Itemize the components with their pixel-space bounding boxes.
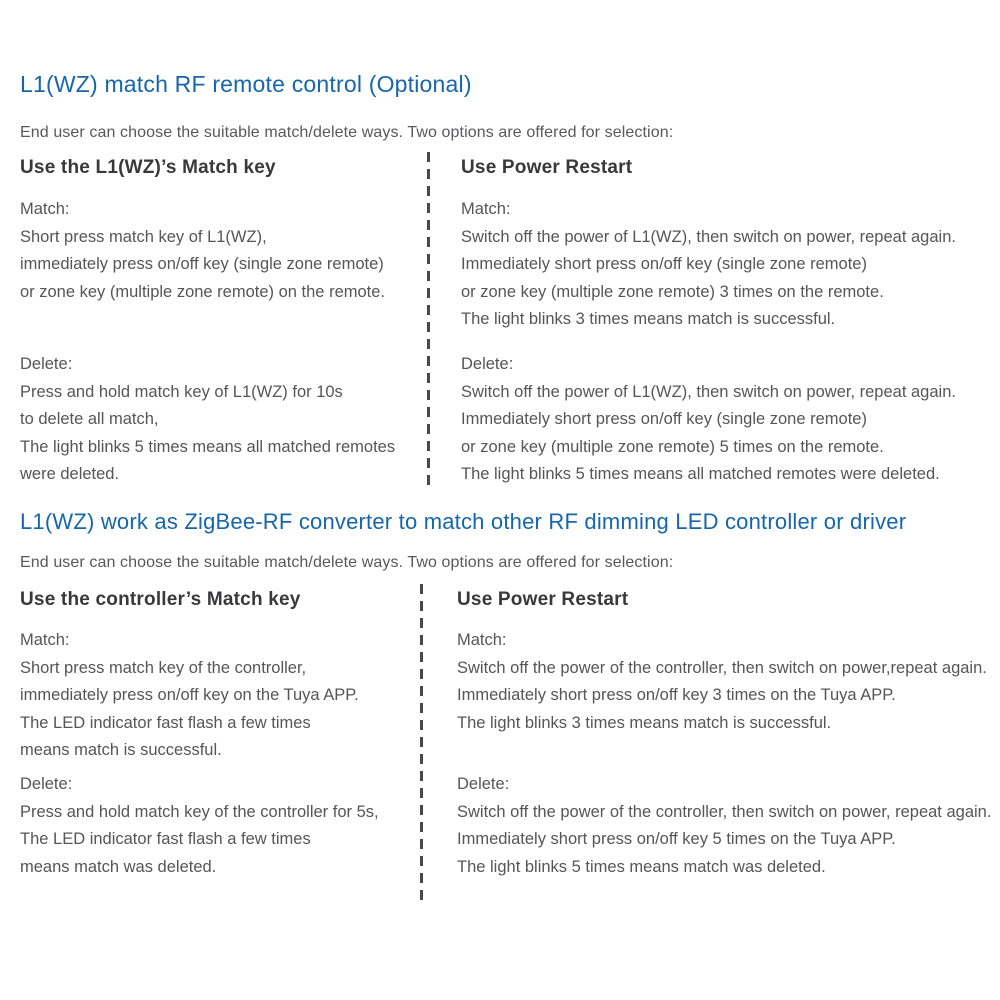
instruction-line: The light blinks 3 times means match is successful.	[461, 310, 836, 328]
instruction-line: Immediately short press on/off key 3 times on the Tuya APP.	[457, 686, 896, 704]
section2-column-divider	[420, 584, 423, 906]
instruction-line: or zone key (multiple zone remote) on the remote.	[20, 282, 386, 301]
instruction-line: to delete all match,	[20, 410, 159, 428]
delete-label: Delete:	[461, 355, 514, 373]
match-label: Match:	[457, 631, 507, 649]
delete-label: Delete:	[20, 775, 73, 793]
instruction-line: Press and hold match key of the controller for 5s,	[20, 802, 379, 821]
section1-right-match-block	[461, 196, 956, 334]
instruction-line: Switch off the power of the controller, then switch on power,repeat again.	[457, 658, 987, 677]
section2-right-match-block	[457, 627, 987, 737]
section2-left-heading: Use the controller’s Match key	[20, 589, 301, 610]
instruction-line: or zone key (multiple zone remote) 3 times on the remote.	[461, 282, 884, 301]
match-label: Match:	[20, 631, 70, 649]
section1-title: L1(WZ) match RF remote control (Optional)	[20, 71, 472, 97]
instruction-line: Immediately short press on/off key 5 times on the Tuya APP.	[457, 830, 896, 848]
instruction-line: The light blinks 5 times means match was deleted.	[457, 857, 826, 876]
section2-left-match-block	[20, 627, 359, 765]
instruction-line: Immediately short press on/off key (single zone remote)	[461, 410, 867, 428]
section2-right-delete-block	[457, 771, 991, 881]
instruction-line: were deleted.	[20, 465, 120, 483]
delete-label: Delete:	[20, 355, 73, 373]
instruction-line: The light blinks 3 times means match is successful.	[457, 713, 832, 732]
instruction-line: means match is successful.	[20, 741, 222, 759]
instruction-line: means match was deleted.	[20, 857, 217, 876]
instruction-line: The light blinks 5 times means all matched remotes were deleted.	[461, 465, 940, 483]
section2-intro: End user can choose the suitable match/delete ways. Two options are offered for selection:	[20, 554, 674, 571]
section2-title: L1(WZ) work as ZigBee-RF converter to match other RF dimming LED controller or driver	[20, 509, 907, 534]
section1-intro: End user can choose the suitable match/delete ways. Two options are offered for selection:	[20, 124, 674, 141]
instruction-line: immediately press on/off key (single zone remote)	[20, 255, 384, 273]
instruction-line: immediately press on/off key on the Tuya APP.	[20, 686, 359, 704]
section1-right-delete-block	[461, 351, 956, 489]
section1-left-delete-block	[20, 351, 395, 489]
instruction-line: The LED indicator fast flash a few times	[20, 713, 311, 732]
section1-left-heading: Use the L1(WZ)’s Match key	[20, 157, 276, 178]
delete-label: Delete:	[457, 775, 510, 793]
match-label: Match:	[461, 200, 511, 218]
section1-left-match-block	[20, 196, 385, 306]
instruction-line: Short press match key of L1(WZ),	[20, 227, 267, 246]
instruction-line: or zone key (multiple zone remote) 5 times on the remote.	[461, 437, 884, 456]
instruction-line: The LED indicator fast flash a few times	[20, 830, 311, 848]
section1-right-heading: Use Power Restart	[461, 157, 633, 178]
instruction-line: Switch off the power of L1(WZ), then switch on power, repeat again.	[461, 227, 956, 246]
section1-column-divider	[427, 152, 430, 492]
instruction-line: Switch off the power of L1(WZ), then switch on power, repeat again.	[461, 382, 956, 401]
instruction-line: Immediately short press on/off key (single zone remote)	[461, 255, 867, 273]
instruction-line: The light blinks 5 times means all matched remotes	[20, 437, 396, 456]
instruction-line: Switch off the power of the controller, then switch on power, repeat again.	[457, 802, 992, 821]
section2-left-delete-block	[20, 771, 379, 881]
match-label: Match:	[20, 200, 70, 218]
section2-right-heading: Use Power Restart	[457, 589, 629, 610]
instruction-line: Press and hold match key of L1(WZ) for 10s	[20, 382, 343, 401]
instruction-line: Short press match key of the controller,	[20, 658, 307, 677]
